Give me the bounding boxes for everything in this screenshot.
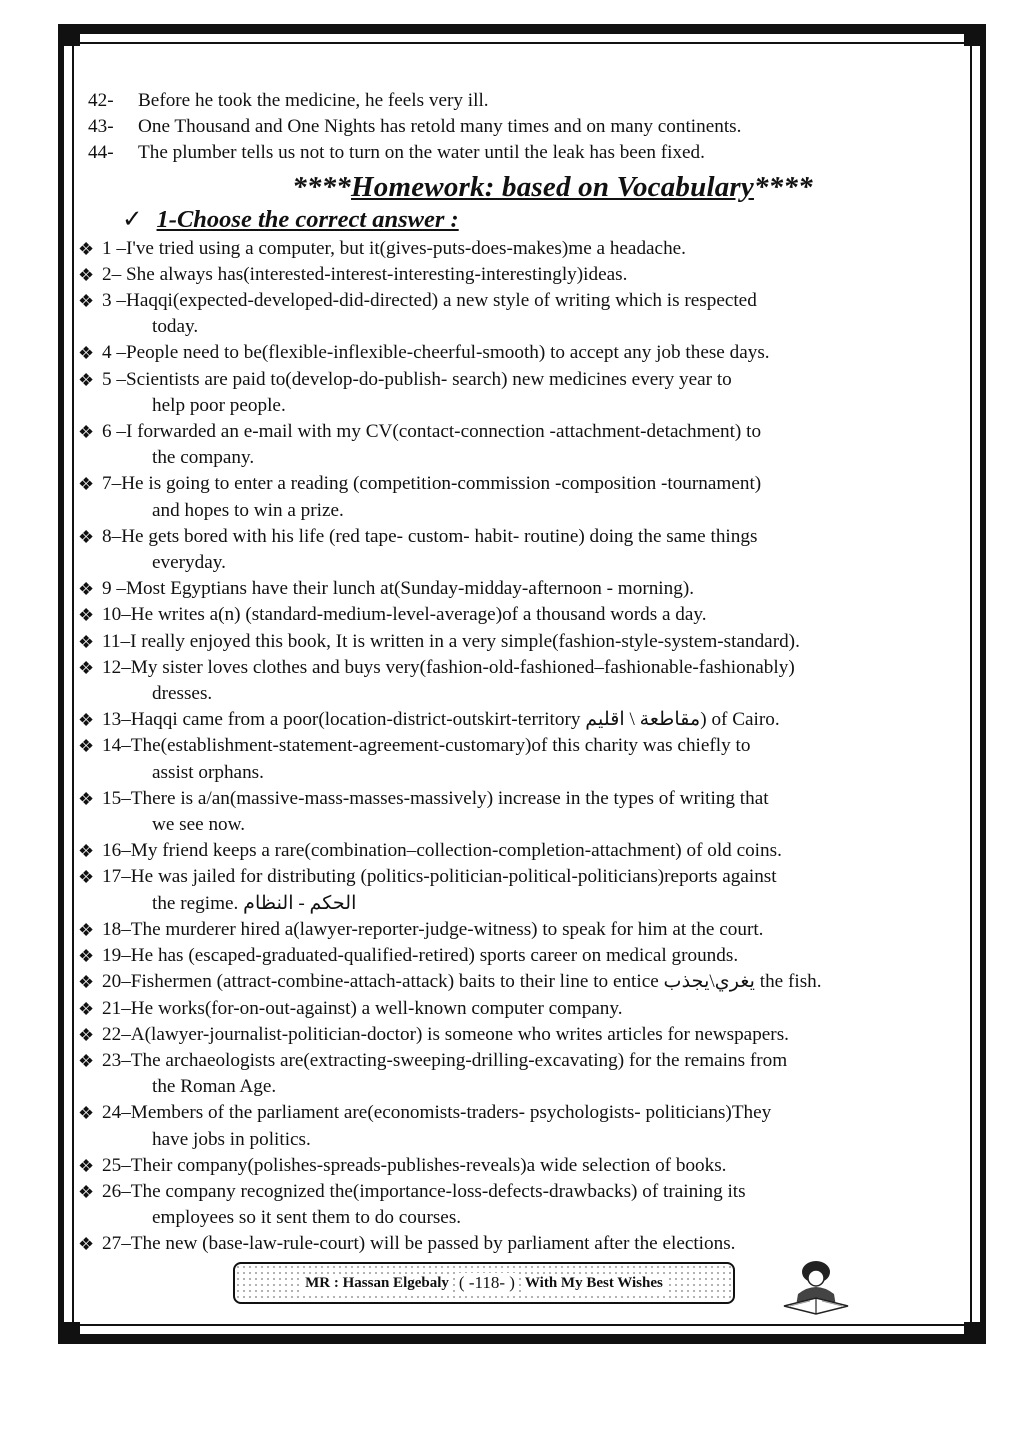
- diamond-bullet-icon: ❖: [78, 1050, 95, 1071]
- stars-right: ****: [753, 170, 813, 203]
- question-text: 6 –I forwarded an e-mail with my CV(contact-connection -attachment-detachment) to: [102, 421, 762, 443]
- question-text: 26–The company recognized the(importance-loss-defects-drawbacks) of training its: [102, 1180, 746, 1202]
- question-text: 3 –Haqqi(expected-developed-did-directed) a new style of writing which is respected: [102, 290, 757, 312]
- diamond-bullet-icon: ❖: [78, 710, 95, 731]
- question-continuation: help poor people.: [152, 394, 286, 416]
- question-item: [76, 419, 971, 471]
- question-item: [76, 602, 971, 628]
- question-continuation: the company.: [152, 447, 255, 469]
- line-number: 43-: [88, 116, 114, 138]
- question-text: 16–My friend keeps a rare(combination–collection-completion-attachment) of old coins.: [102, 840, 782, 862]
- section-heading: [76, 205, 971, 235]
- homework-title: Homework: based on Vocabulary: [351, 170, 754, 203]
- question-continuation: and hopes to win a prize.: [152, 499, 344, 521]
- diamond-bullet-icon: ❖: [78, 1234, 95, 1255]
- intro-line: [76, 88, 971, 114]
- question-item: [76, 367, 971, 419]
- question-text: 5 –Scientists are paid to(develop-do-publish- search) new medicines every year to: [102, 368, 732, 390]
- question-text: 23–The archaeologists are(extracting-sweeping-drilling-excavating) for the remains from: [102, 1049, 788, 1071]
- question-text: 1 –I've tried using a computer, but it(gives-puts-does-makes)me a headache.: [102, 237, 686, 259]
- question-text: 8–He gets bored with his life (red tape- custom- habit- routine) doing the same things: [102, 525, 758, 547]
- frame-corner-bottom-right: [964, 1322, 986, 1344]
- diamond-bullet-icon: ❖: [78, 474, 95, 495]
- diamond-bullet-icon: ❖: [78, 1103, 95, 1124]
- line-text: Before he took the medicine, he feels very ill.: [138, 90, 489, 111]
- reading-teacher-icon: [776, 1258, 856, 1316]
- diamond-bullet-icon: ❖: [78, 1181, 95, 1202]
- question-text: 24–Members of the parliament are(economists-traders- psychologists- politicians)They: [102, 1102, 772, 1124]
- question-item: [76, 655, 971, 707]
- question-text: 20–Fishermen (attract-combine-attach-attack) baits to their line to entice يغري\يجذب the fish.: [102, 971, 822, 993]
- frame-corner-top-right: [964, 24, 986, 46]
- question-text: 18–The murderer hired a(lawyer-reporter-judge-witness) to speak for him at the court.: [102, 918, 764, 940]
- question-item: [76, 629, 971, 655]
- intro-line: [76, 114, 971, 140]
- diamond-bullet-icon: ❖: [78, 998, 95, 1019]
- section-title: 1-Choose the correct answer :: [156, 205, 459, 233]
- diamond-bullet-icon: ❖: [78, 919, 95, 940]
- question-continuation: the Roman Age.: [152, 1076, 277, 1098]
- question-item: [76, 262, 971, 288]
- question-item: [76, 236, 971, 262]
- question-continuation: assist orphans.: [152, 761, 264, 783]
- question-text: 27–The new (base-law-rule-court) will be passed by parliament after the elections.: [102, 1233, 736, 1255]
- question-continuation: we see now.: [152, 814, 246, 836]
- question-text: 17–He was jailed for distributing (politics-politician-political-politicians)reports against: [102, 866, 777, 888]
- question-continuation: today.: [152, 316, 199, 338]
- question-text: 9 –Most Egyptians have their lunch at(Sunday-midday-afternoon - morning).: [102, 578, 695, 600]
- question-item: [76, 1100, 971, 1152]
- line-number: 42-: [88, 90, 114, 111]
- question-text: 13–Haqqi came from a poor(location-district-outskirt-territory مقاطعة \ اقليم) of Cairo.: [102, 709, 780, 731]
- diamond-bullet-icon: ❖: [78, 605, 95, 626]
- check-icon: ✓: [122, 205, 143, 233]
- question-continuation: dresses.: [152, 683, 213, 705]
- diamond-bullet-icon: ❖: [78, 369, 95, 390]
- question-text: 22–A(lawyer-journalist-politician-doctor) is someone who writes articles for newspapers.: [102, 1023, 789, 1045]
- question-text: 7–He is going to enter a reading (competition-commission -composition -tournament): [102, 473, 762, 495]
- question-text: 12–My sister loves clothes and buys very(fashion-old-fashioned–fashionable-fashionably): [102, 656, 795, 678]
- question-text: 21–He works(for-on-out-against) a well-known computer company.: [102, 997, 623, 1019]
- worksheet-content: [76, 88, 971, 1258]
- page-footer: [233, 1262, 735, 1304]
- line-text: One Thousand and One Nights has retold many times and on many continents.: [138, 116, 742, 138]
- stars-left: ****: [292, 170, 352, 203]
- question-continuation: have jobs in politics.: [152, 1128, 311, 1150]
- diamond-bullet-icon: ❖: [78, 526, 95, 547]
- page-number: ( -118- ): [458, 1273, 515, 1292]
- diamond-bullet-icon: ❖: [78, 422, 95, 443]
- frame-corner-bottom-left: [58, 1322, 80, 1344]
- intro-line: [76, 140, 971, 166]
- diamond-bullet-icon: ❖: [78, 343, 95, 364]
- question-list: [76, 236, 971, 1258]
- footer-wishes: With My Best Wishes: [524, 1274, 663, 1291]
- footer-author: MR : Hassan Elgebaly: [305, 1274, 449, 1291]
- question-item: [76, 996, 971, 1022]
- question-item: [76, 943, 971, 969]
- question-item: [76, 1048, 971, 1100]
- question-continuation: employees so it sent them to do courses.: [152, 1207, 462, 1229]
- question-text: 15–There is a/an(massive-mass-masses-massively) increase in the types of writing that: [102, 787, 769, 809]
- question-item: [76, 576, 971, 602]
- question-continuation: everyday.: [152, 552, 226, 574]
- question-item: [76, 288, 971, 340]
- diamond-bullet-icon: ❖: [78, 238, 95, 259]
- diamond-bullet-icon: ❖: [78, 1155, 95, 1176]
- diamond-bullet-icon: ❖: [78, 946, 95, 967]
- question-item: [76, 917, 971, 943]
- question-text: 10–He writes a(n) (standard-medium-level-average)of a thousand words a day.: [102, 604, 707, 626]
- question-continuation: the regime. الحكم - النظام: [152, 892, 357, 914]
- question-text: 2– She always has(interested-interest-interesting-interestingly)ideas.: [102, 263, 628, 285]
- diamond-bullet-icon: ❖: [78, 867, 95, 888]
- question-text: 19–He has (escaped-graduated-qualified-retired) sports career on medical grounds.: [102, 945, 739, 967]
- line-number: 44-: [88, 142, 114, 164]
- question-text: 25–Their company(polishes-spreads-publishes-reveals)a wide selection of books.: [102, 1154, 727, 1176]
- question-item: [76, 1153, 971, 1179]
- question-item: [76, 524, 971, 576]
- question-item: [76, 969, 971, 995]
- diamond-bullet-icon: ❖: [78, 264, 95, 285]
- diamond-bullet-icon: ❖: [78, 1024, 95, 1045]
- diamond-bullet-icon: ❖: [78, 579, 95, 600]
- question-item: [76, 340, 971, 366]
- question-text: 14–The(establishment-statement-agreement-customary)of this charity was chiefly to: [102, 735, 751, 757]
- diamond-bullet-icon: ❖: [78, 657, 95, 678]
- frame-corner-top-left: [58, 24, 80, 46]
- diamond-bullet-icon: ❖: [78, 736, 95, 757]
- homework-heading: [134, 169, 971, 205]
- line-text: The plumber tells us not to turn on the water until the leak has been fixed.: [138, 142, 705, 164]
- diamond-bullet-icon: ❖: [78, 841, 95, 862]
- diamond-bullet-icon: ❖: [78, 788, 95, 809]
- diamond-bullet-icon: ❖: [78, 972, 95, 993]
- question-item: [76, 864, 971, 916]
- question-item: [76, 733, 971, 785]
- question-item: [76, 1231, 971, 1257]
- question-item: [76, 1179, 971, 1231]
- diamond-bullet-icon: ❖: [78, 291, 95, 312]
- question-item: [76, 707, 971, 733]
- diamond-bullet-icon: ❖: [78, 631, 95, 652]
- question-item: [76, 1022, 971, 1048]
- question-item: [76, 786, 971, 838]
- question-text: 11–I really enjoyed this book, It is written in a very simple(fashion-style-system-standard).: [102, 630, 800, 652]
- question-item: [76, 838, 971, 864]
- question-item: [76, 471, 971, 523]
- question-text: 4 –People need to be(flexible-inflexible-cheerful-smooth) to accept any job these days.: [102, 342, 770, 364]
